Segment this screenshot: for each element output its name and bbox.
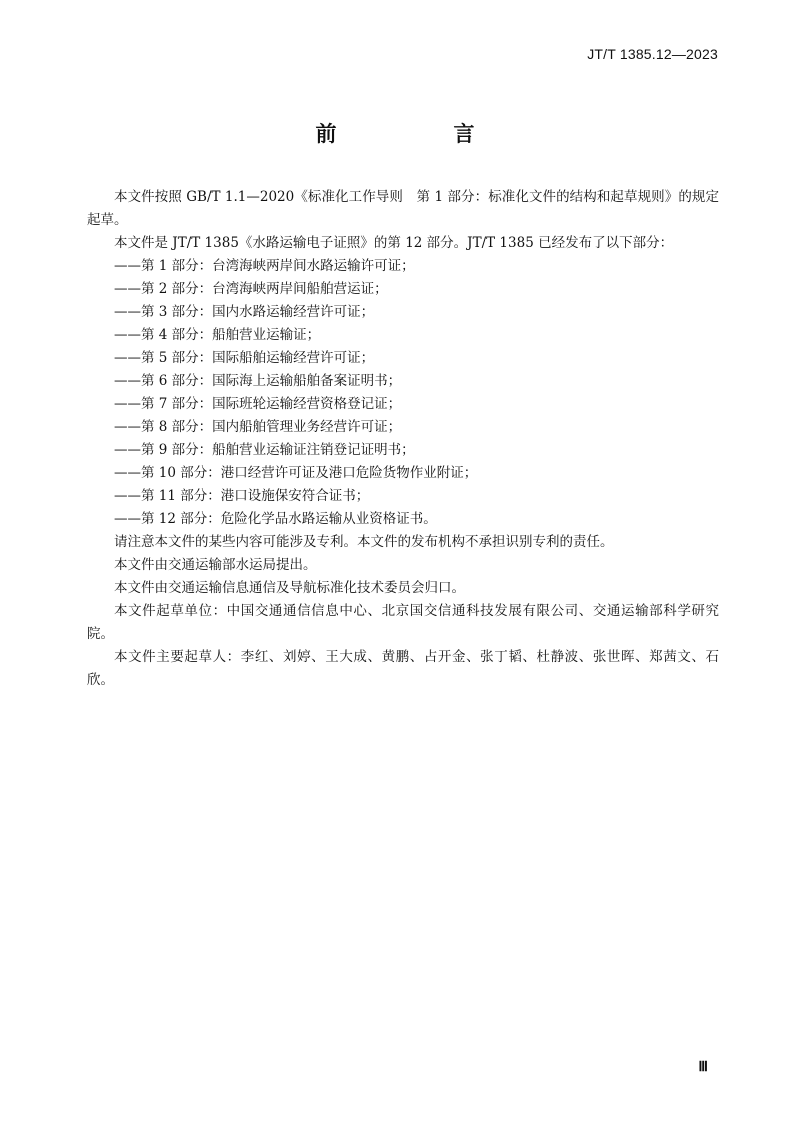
list-item: ——第 3 部分：国内水路运输经营许可证；: [114, 304, 375, 320]
list-item: ——第 4 部分：船舶营业运输证；: [114, 327, 321, 343]
list-item: ——第 10 部分：港口经营许可证及港口危险货物作业附证；: [114, 465, 478, 481]
list-item: ——第 9 部分：船舶营业运输证注销登记证明书；: [114, 442, 415, 458]
paragraph-drafting-units: 本文件起草单位：中国交通通信信息中心、北京国交信通科技发展有限公司、交通运输部科学研究院。: [87, 603, 719, 642]
paragraph-technical-committee: 本文件由交通运输信息通信及导航标准化技术委员会归口。: [114, 580, 465, 596]
list-item: ——第 1 部分：台湾海峡两岸间水路运输许可证；: [114, 258, 415, 274]
page-title: 前 言: [315, 122, 523, 146]
foreword-content: [87, 186, 719, 692]
paragraph-series-intro: 本文件是 JT/T 1385《水路运输电子证照》的第 12 部分。JT/T 1385 已经发布了以下部分：: [114, 235, 674, 251]
list-item: ——第 2 部分：台湾海峡两岸间船舶营运证；: [114, 281, 388, 297]
parts-list: [87, 255, 719, 531]
standard-number: JT/T 1385.12—2023: [587, 46, 718, 62]
list-item: ——第 7 部分：国际班轮运输经营资格登记证；: [114, 396, 402, 412]
paragraph-patent-notice: 请注意本文件的某些内容可能涉及专利。本文件的发布机构不承担识别专利的责任。: [114, 534, 614, 550]
list-item: ——第 12 部分：危险化学品水路运输从业资格证书。: [114, 511, 437, 527]
paragraph-drafting-rules: 本文件按照 GB/T 1.1—2020《标准化工作导则 第 1 部分：标准化文件的结构和起草规则》的规定起草。: [87, 189, 719, 228]
list-item: ——第 11 部分：港口设施保安符合证书；: [114, 488, 370, 504]
list-item: ——第 8 部分：国内船舶管理业务经营许可证；: [114, 419, 402, 435]
paragraph-proposer: 本文件由交通运输部水运局提出。: [114, 557, 317, 573]
list-item: ——第 6 部分：国际海上运输船舶备案证明书；: [114, 373, 402, 389]
page-number: Ⅲ: [698, 1060, 708, 1075]
list-item: ——第 5 部分：国际船舶运输经营许可证；: [114, 350, 375, 366]
paragraph-drafters: 本文件主要起草人：李红、刘婷、王大成、黄鹏、占开金、张丁韬、杜静波、张世晖、郑茜文、石欣。: [87, 649, 719, 688]
